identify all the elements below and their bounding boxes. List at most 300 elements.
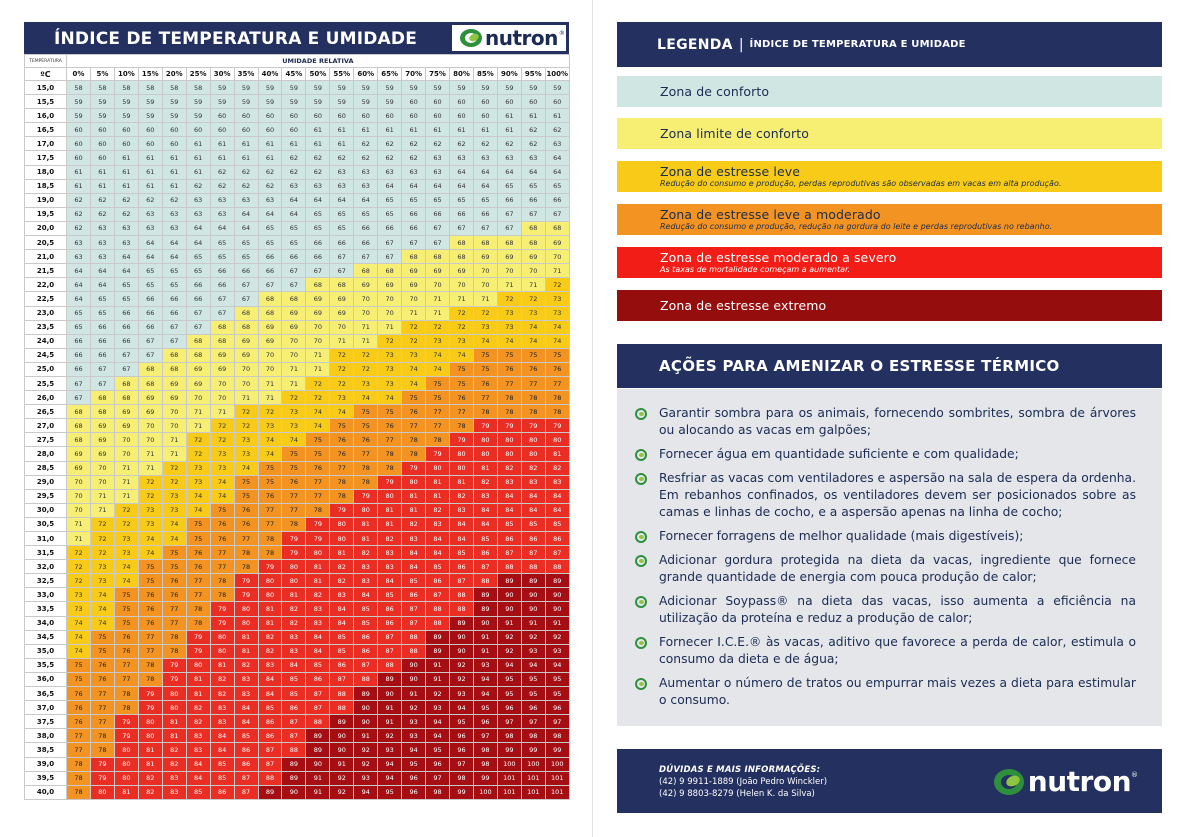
thi-value-cell: 70: [234, 362, 258, 376]
thi-value-cell: 59: [473, 81, 497, 95]
thi-value-cell: 81: [114, 785, 138, 799]
thi-value-cell: 74: [473, 334, 497, 348]
thi-value-cell: 78: [186, 602, 210, 616]
thi-value-cell: 78: [186, 616, 210, 630]
thi-value-cell: 77: [138, 644, 162, 658]
thi-value-cell: 80: [402, 475, 426, 489]
thi-value-cell: 72: [330, 362, 354, 376]
thi-value-cell: 73: [521, 306, 545, 320]
thi-value-cell: 71: [186, 405, 210, 419]
thi-value-cell: 80: [521, 433, 545, 447]
thi-value-cell: 80: [258, 588, 282, 602]
thi-value-cell: 97: [473, 729, 497, 743]
thi-value-cell: 62: [473, 137, 497, 151]
thi-value-cell: 70: [354, 306, 378, 320]
thi-value-cell: 82: [186, 701, 210, 715]
table-row: [25, 630, 570, 644]
thi-value-cell: 74: [402, 376, 426, 390]
thi-value-cell: 62: [378, 137, 402, 151]
thi-value-cell: 86: [258, 715, 282, 729]
thi-value-cell: 86: [306, 672, 330, 686]
temperature-cell: 33,0: [25, 588, 67, 602]
thi-value-cell: 86: [497, 532, 521, 546]
thi-value-cell: 75: [497, 348, 521, 362]
thi-value-cell: 95: [402, 757, 426, 771]
thi-value-cell: 71: [258, 391, 282, 405]
thi-value-cell: 61: [114, 165, 138, 179]
thi-value-cell: 71: [521, 278, 545, 292]
thi-value-cell: 68: [67, 433, 91, 447]
nutron-logo-icon: [994, 769, 1024, 795]
temperature-cell: 38,5: [25, 743, 67, 757]
thi-value-cell: 63: [521, 151, 545, 165]
thi-value-cell: 89: [282, 771, 306, 785]
thi-value-cell: 61: [162, 165, 186, 179]
thi-value-cell: 85: [330, 630, 354, 644]
thi-value-cell: 59: [282, 95, 306, 109]
thi-value-cell: 96: [426, 757, 450, 771]
thi-value-cell: 85: [426, 560, 450, 574]
thi-value-cell: 72: [282, 391, 306, 405]
thi-value-cell: 78: [378, 447, 402, 461]
thi-value-cell: 80: [114, 743, 138, 757]
thi-value-cell: 89: [497, 574, 521, 588]
thi-value-cell: 62: [234, 179, 258, 193]
thi-value-cell: 70: [378, 306, 402, 320]
thi-value-cell: 91: [306, 771, 330, 785]
table-row: [25, 560, 570, 574]
table-row: [25, 250, 570, 264]
thi-value-cell: 61: [138, 165, 162, 179]
thi-value-cell: 77: [114, 672, 138, 686]
thi-value-cell: 62: [521, 123, 545, 137]
thi-value-cell: 73: [186, 475, 210, 489]
thi-value-cell: 81: [378, 517, 402, 531]
thi-value-cell: 76: [234, 517, 258, 531]
thi-value-cell: 66: [497, 193, 521, 207]
thi-value-cell: 68: [90, 405, 114, 419]
thi-value-cell: 61: [306, 123, 330, 137]
thi-value-cell: 72: [234, 419, 258, 433]
thi-value-cell: 82: [138, 785, 162, 799]
thi-value-cell: 77: [138, 630, 162, 644]
thi-value-cell: 80: [378, 489, 402, 503]
humidity-column-header: 0%: [67, 68, 91, 81]
thi-value-cell: 72: [138, 489, 162, 503]
thi-value-cell: 61: [162, 151, 186, 165]
thi-value-cell: 77: [67, 743, 91, 757]
thi-value-cell: 86: [354, 644, 378, 658]
thi-value-cell: 74: [210, 475, 234, 489]
thi-value-cell: 70: [114, 433, 138, 447]
thi-value-cell: 77: [306, 475, 330, 489]
thi-value-cell: 79: [378, 475, 402, 489]
thi-value-cell: 82: [186, 715, 210, 729]
thi-value-cell: 59: [67, 95, 91, 109]
thi-value-cell: 80: [450, 461, 474, 475]
temperature-cell: 32,0: [25, 560, 67, 574]
thi-value-cell: 84: [258, 672, 282, 686]
thi-value-cell: 83: [402, 532, 426, 546]
humidity-column-header: 55%: [330, 68, 354, 81]
thi-value-cell: 63: [426, 151, 450, 165]
table-row: [25, 95, 570, 109]
thi-value-cell: 90: [354, 715, 378, 729]
thi-value-cell: 84: [450, 532, 474, 546]
thi-value-cell: 73: [162, 503, 186, 517]
action-text: Resfriar as vacas com ventiladores e aspersão na sala de espera da ordenha. Em rebanhos confinados, os ventiladores devem ser posicionados sobre as camas e linhas de cocho, e a aspersão apenas na linha de cocho;: [659, 471, 1136, 519]
thi-value-cell: 61: [162, 179, 186, 193]
thi-value-cell: 73: [234, 447, 258, 461]
thi-value-cell: 66: [306, 250, 330, 264]
humidity-column-header: 40%: [258, 68, 282, 81]
thi-value-cell: 71: [258, 376, 282, 390]
thi-value-cell: 59: [162, 109, 186, 123]
thi-value-cell: 65: [402, 193, 426, 207]
thi-value-cell: 60: [282, 109, 306, 123]
thi-value-cell: 79: [114, 729, 138, 743]
thi-value-cell: 74: [402, 362, 426, 376]
thi-value-cell: 73: [90, 574, 114, 588]
thi-value-cell: 84: [450, 517, 474, 531]
thi-value-cell: 83: [521, 475, 545, 489]
thi-value-cell: 99: [497, 743, 521, 757]
thi-value-cell: 59: [282, 81, 306, 95]
thi-value-cell: 86: [378, 616, 402, 630]
thi-value-cell: 95: [426, 743, 450, 757]
thi-value-cell: 87: [234, 785, 258, 799]
thi-value-cell: 81: [378, 503, 402, 517]
thi-value-cell: 63: [90, 250, 114, 264]
thi-value-cell: 68: [426, 250, 450, 264]
thi-value-cell: 89: [426, 630, 450, 644]
thi-value-cell: 76: [402, 405, 426, 419]
thi-value-cell: 74: [162, 532, 186, 546]
temperature-cell: 18,5: [25, 179, 67, 193]
thi-value-cell: 84: [497, 503, 521, 517]
thi-value-cell: 87: [450, 574, 474, 588]
thi-value-cell: 61: [306, 137, 330, 151]
thi-value-cell: 60: [114, 123, 138, 137]
thi-value-cell: 63: [67, 250, 91, 264]
thi-value-cell: 65: [521, 179, 545, 193]
table-row: [25, 306, 570, 320]
table-row: [25, 701, 570, 715]
thi-value-cell: 74: [138, 546, 162, 560]
thi-value-cell: 80: [330, 532, 354, 546]
thi-value-cell: 101: [521, 785, 545, 799]
thi-value-cell: 59: [402, 81, 426, 95]
thi-value-cell: 74: [210, 489, 234, 503]
thi-value-cell: 63: [210, 207, 234, 221]
thi-value-cell: 59: [497, 81, 521, 95]
thi-value-cell: 63: [210, 193, 234, 207]
temperature-cell: 33,5: [25, 602, 67, 616]
thi-value-cell: 75: [282, 447, 306, 461]
thi-value-cell: 87: [306, 701, 330, 715]
thi-value-cell: 75: [258, 461, 282, 475]
thi-value-cell: 65: [450, 193, 474, 207]
thi-value-cell: 83: [282, 644, 306, 658]
thi-value-cell: 70: [473, 264, 497, 278]
thi-value-cell: 72: [114, 517, 138, 531]
thi-value-cell: 74: [90, 616, 114, 630]
thi-value-cell: 70: [90, 461, 114, 475]
thi-value-cell: 84: [234, 715, 258, 729]
zone-label: Zona limite de conforto: [660, 125, 810, 141]
thi-value-cell: 82: [354, 546, 378, 560]
thi-value-cell: 59: [258, 95, 282, 109]
thi-value-cell: 64: [67, 292, 91, 306]
thi-value-cell: 80: [282, 574, 306, 588]
thi-value-cell: 67: [258, 278, 282, 292]
thi-value-cell: 82: [258, 644, 282, 658]
thi-value-cell: 71: [234, 391, 258, 405]
thi-value-cell: 63: [162, 221, 186, 235]
thi-value-cell: 82: [402, 517, 426, 531]
legend-zone-moderado-severo: [617, 247, 1162, 278]
thi-value-cell: 90: [306, 757, 330, 771]
thi-value-cell: 78: [67, 757, 91, 771]
thi-value-cell: 63: [306, 179, 330, 193]
thi-value-cell: 76: [138, 616, 162, 630]
thi-value-cell: 70: [354, 292, 378, 306]
humidity-column-header: 90%: [497, 68, 521, 81]
thi-value-cell: 71: [114, 461, 138, 475]
table-row: [25, 236, 570, 250]
thi-value-cell: 70: [402, 292, 426, 306]
thi-value-cell: 82: [521, 461, 545, 475]
thi-value-cell: 69: [450, 264, 474, 278]
thi-value-cell: 69: [210, 362, 234, 376]
thi-value-cell: 76: [330, 433, 354, 447]
thi-value-cell: 60: [138, 123, 162, 137]
thi-value-cell: 61: [426, 123, 450, 137]
thi-value-cell: 88: [450, 602, 474, 616]
thi-value-cell: 91: [473, 644, 497, 658]
thi-value-cell: 73: [67, 602, 91, 616]
thi-value-cell: 66: [354, 236, 378, 250]
thi-value-cell: 90: [282, 785, 306, 799]
thi-value-cell: 98: [545, 729, 569, 743]
thi-value-cell: 80: [473, 433, 497, 447]
table-row: [25, 771, 570, 785]
thi-value-cell: 64: [402, 179, 426, 193]
thi-value-cell: 74: [114, 560, 138, 574]
thi-value-cell: 94: [473, 672, 497, 686]
thi-value-cell: 82: [426, 503, 450, 517]
thi-value-cell: 66: [114, 334, 138, 348]
temperature-cell: 30,0: [25, 503, 67, 517]
thi-value-cell: 76: [497, 362, 521, 376]
thi-value-cell: 69: [90, 447, 114, 461]
thi-value-cell: 68: [114, 391, 138, 405]
thi-value-cell: 65: [138, 278, 162, 292]
action-text: Adicionar gordura protegida na dieta da vacas, ingrediente que fornece grande quantidade de energia com pouca produção de calor;: [659, 553, 1136, 584]
thi-value-cell: 74: [67, 616, 91, 630]
thi-value-cell: 76: [234, 503, 258, 517]
thi-value-cell: 60: [210, 109, 234, 123]
thi-value-cell: 82: [378, 532, 402, 546]
thi-value-cell: 76: [114, 644, 138, 658]
temperature-cell: 16,0: [25, 109, 67, 123]
thi-value-cell: 84: [186, 771, 210, 785]
thi-value-cell: 77: [450, 405, 474, 419]
thi-value-cell: 65: [306, 221, 330, 235]
thi-value-cell: 68: [306, 278, 330, 292]
thi-value-cell: 60: [67, 151, 91, 165]
thi-value-cell: 74: [354, 391, 378, 405]
thi-value-cell: 68: [330, 278, 354, 292]
thi-value-cell: 68: [545, 221, 569, 235]
thi-value-cell: 87: [258, 743, 282, 757]
thi-value-cell: 71: [426, 292, 450, 306]
thi-value-cell: 70: [282, 348, 306, 362]
thi-value-cell: 67: [90, 376, 114, 390]
thi-value-cell: 91: [545, 616, 569, 630]
thi-value-cell: 74: [67, 630, 91, 644]
thi-value-cell: 79: [258, 560, 282, 574]
thi-value-cell: 66: [330, 236, 354, 250]
thi-value-cell: 70: [114, 447, 138, 461]
thi-value-cell: 67: [282, 278, 306, 292]
thi-value-cell: 86: [545, 532, 569, 546]
temperature-cell: 30,5: [25, 517, 67, 531]
thi-value-cell: 59: [378, 95, 402, 109]
thi-value-cell: 76: [138, 602, 162, 616]
thi-value-cell: 60: [306, 109, 330, 123]
thi-value-cell: 67: [330, 264, 354, 278]
thi-value-cell: 60: [210, 123, 234, 137]
thi-value-cell: 63: [426, 165, 450, 179]
thi-value-cell: 59: [186, 95, 210, 109]
thi-value-cell: 60: [426, 109, 450, 123]
thi-value-cell: 80: [282, 560, 306, 574]
thi-value-cell: 61: [186, 165, 210, 179]
thi-value-cell: 70: [473, 278, 497, 292]
thi-value-cell: 81: [354, 532, 378, 546]
thi-value-cell: 100: [473, 785, 497, 799]
thi-value-cell: 92: [378, 729, 402, 743]
thi-value-cell: 67: [162, 320, 186, 334]
thi-value-cell: 81: [210, 658, 234, 672]
thi-value-cell: 88: [402, 630, 426, 644]
thi-value-cell: 70: [210, 391, 234, 405]
thi-value-cell: 85: [473, 532, 497, 546]
thi-value-cell: 76: [545, 362, 569, 376]
thi-value-cell: 81: [138, 743, 162, 757]
thi-value-cell: 73: [354, 376, 378, 390]
thi-value-cell: 65: [282, 236, 306, 250]
thi-value-cell: 72: [545, 278, 569, 292]
thi-value-cell: 69: [258, 320, 282, 334]
table-row: [25, 616, 570, 630]
thi-value-cell: 63: [450, 151, 474, 165]
thi-value-cell: 82: [210, 672, 234, 686]
humidity-column-header: 15%: [138, 68, 162, 81]
thi-value-cell: 61: [354, 123, 378, 137]
thi-value-cell: 87: [282, 715, 306, 729]
thi-value-cell: 71: [90, 503, 114, 517]
thi-value-cell: 73: [114, 546, 138, 560]
thi-value-cell: 82: [210, 687, 234, 701]
temperature-cell: 36,0: [25, 672, 67, 686]
temperature-cell: 36,5: [25, 687, 67, 701]
thi-value-cell: 75: [186, 517, 210, 531]
thi-value-cell: 65: [114, 278, 138, 292]
table-row: [25, 165, 570, 179]
thi-value-cell: 81: [162, 715, 186, 729]
thi-value-cell: 76: [67, 687, 91, 701]
thi-value-cell: 86: [210, 785, 234, 799]
thi-value-cell: 65: [330, 221, 354, 235]
table-row: [25, 715, 570, 729]
thi-value-cell: 63: [186, 193, 210, 207]
humidity-column-header: 45%: [282, 68, 306, 81]
thi-value-cell: 78: [258, 532, 282, 546]
logo-text: nutron: [1027, 765, 1131, 798]
thi-value-cell: 64: [234, 207, 258, 221]
thi-value-cell: 68: [114, 376, 138, 390]
thi-value-cell: 93: [402, 715, 426, 729]
footer-logo-box: [994, 765, 1138, 799]
thi-value-cell: 61: [186, 151, 210, 165]
thi-value-cell: 99: [521, 743, 545, 757]
thi-value-cell: 67: [426, 236, 450, 250]
thi-value-cell: 93: [473, 658, 497, 672]
thi-value-cell: 68: [450, 236, 474, 250]
thi-value-cell: 95: [497, 687, 521, 701]
thi-value-cell: 67: [90, 362, 114, 376]
nutron-bullet-icon: [635, 408, 647, 420]
thi-value-cell: 92: [330, 785, 354, 799]
thi-value-cell: 79: [450, 433, 474, 447]
table-row: [25, 757, 570, 771]
thi-value-cell: 60: [473, 109, 497, 123]
temperature-cell: 21,0: [25, 250, 67, 264]
thi-value-cell: 96: [450, 729, 474, 743]
thi-value-cell: 85: [282, 687, 306, 701]
thi-value-cell: 88: [378, 658, 402, 672]
table-row: [25, 532, 570, 546]
temperature-cell: 19,5: [25, 207, 67, 221]
thi-value-cell: 95: [497, 672, 521, 686]
thi-value-cell: 66: [186, 278, 210, 292]
thi-value-cell: 68: [497, 236, 521, 250]
thi-value-cell: 96: [473, 715, 497, 729]
thi-value-cell: 84: [521, 489, 545, 503]
thi-value-cell: 62: [497, 137, 521, 151]
thi-value-cell: 71: [186, 419, 210, 433]
temperature-cell: 25,0: [25, 362, 67, 376]
thi-value-cell: 69: [162, 391, 186, 405]
thi-value-cell: 75: [210, 503, 234, 517]
thi-value-cell: 73: [234, 433, 258, 447]
thi-value-cell: 86: [258, 729, 282, 743]
thi-value-cell: 68: [234, 306, 258, 320]
table-row: [25, 264, 570, 278]
table-row: [25, 123, 570, 137]
thi-value-cell: 61: [186, 137, 210, 151]
temperature-cell: 35,0: [25, 644, 67, 658]
thi-value-cell: 65: [162, 264, 186, 278]
thi-value-cell: 95: [545, 687, 569, 701]
footer-contact-1: (42) 9 9911-1889 (João Pedro Winckler): [659, 777, 828, 787]
thi-value-cell: 72: [473, 306, 497, 320]
thi-value-cell: 98: [497, 729, 521, 743]
thi-value-cell: 91: [354, 729, 378, 743]
thi-value-cell: 63: [114, 221, 138, 235]
